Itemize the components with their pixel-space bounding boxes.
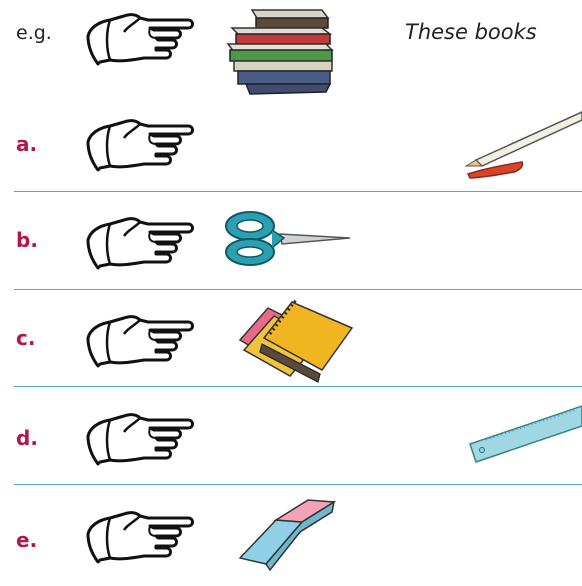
row-label: a. [16,132,38,156]
answer-line [14,191,582,192]
row-label: e. [16,528,38,552]
pointing-hand-icon [84,212,196,272]
books-icon [222,4,338,98]
eraser-icon [236,498,336,574]
row-d [0,390,582,488]
row-a [0,98,582,196]
row-label: b. [16,228,38,252]
row-label: c. [16,326,36,350]
pointing-hand-icon [84,114,196,174]
ruler-icon [466,400,582,470]
pointing-hand-icon [84,310,196,370]
answer-line [14,484,582,485]
pointing-hand-icon [84,506,196,566]
pointing-hand-icon [84,8,196,68]
row-c [0,292,582,390]
pointing-hand-icon [84,408,196,468]
example-row [0,0,582,98]
answer-line [14,386,582,387]
example-sentence: These books [405,20,537,44]
row-label: d. [16,426,38,450]
row-b [0,194,582,292]
row-label: e.g. [16,22,52,44]
scissors-icon [222,208,352,270]
notebooks-icon [234,294,356,386]
row-e [0,488,582,586]
pencil-and-pen-icon [462,104,582,184]
answer-line [14,289,582,290]
